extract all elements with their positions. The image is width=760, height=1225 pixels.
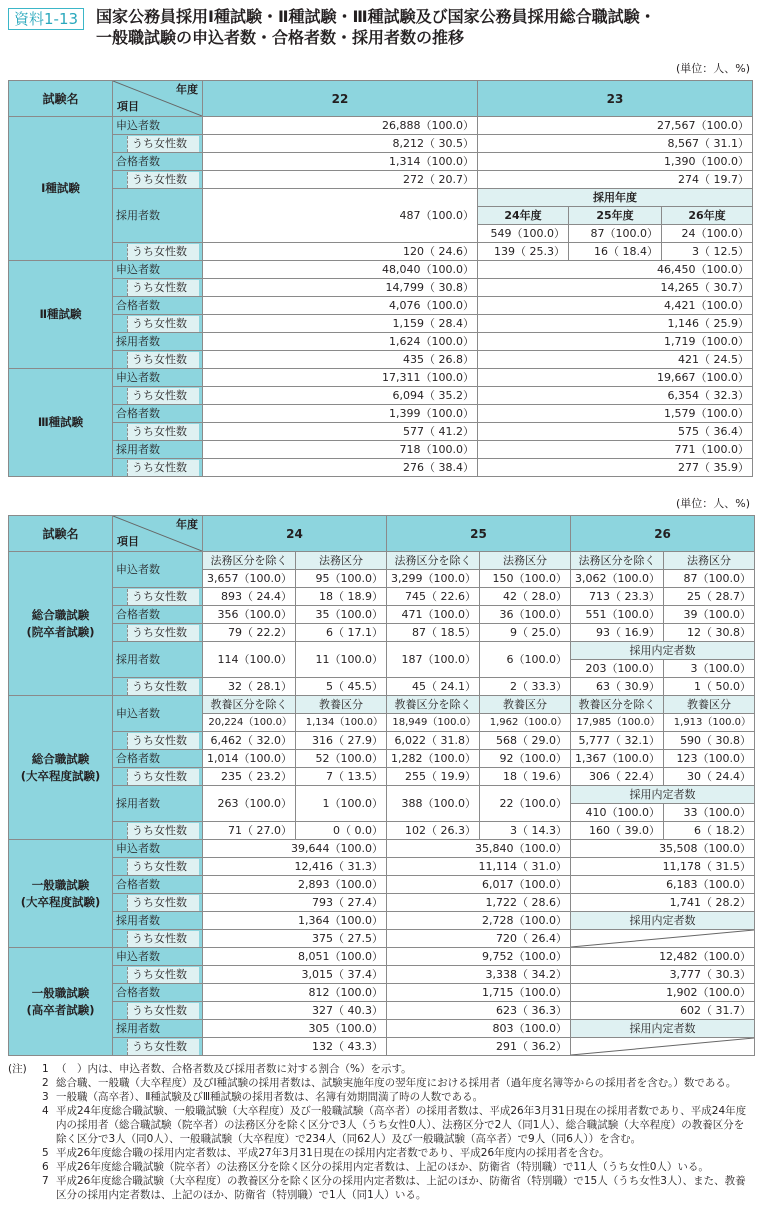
exam-name-ippan-ko: 一般職試験 (高卒者試験): [9, 948, 113, 1056]
unit-label: (単位：人、%): [675, 62, 750, 75]
document-title: 国家公務員採用Ⅰ種試験・Ⅱ種試験・Ⅲ種試験及び国家公務員採用総合職試験・ 一般職試験の申込者数・合格者数・採用者数の推移: [96, 7, 656, 47]
exam-name-sogo-dai: 総合職試験 (大卒程度試験): [9, 696, 113, 840]
header-diagonal: 年度 項目: [113, 81, 203, 117]
diagonal-line-icon: [571, 1038, 754, 1055]
header-year-23: 23: [478, 81, 753, 117]
table-heisei-22-23: 試験名 年度 項目 22 23 Ⅰ種試験 申込者数 26,888（100.0） 27,567（100.0） うち女性数 8,212（ 30.5） 8,567（ 31.1） 合格者数 1,314（100.0） 1,390（100.0） うち女性数 272（ 20.7） 274（ 19.7） 採用者数 487（100.0） 採用年度 24年度 25年度 26年度 549（100.0） 87（100.0） 24（100.0） うち女性数 120（ 24.6） 139（ 25.3） 16（ 18.4） 3（ 12.5） Ⅱ種試験 申込者数 48,040（100.0） 46,450（100.0） うち女性数 14,799（ 30.8） 14,265（ 30.7） 合格者数 4,076（100.0） 4,421（100.0） うち女性数 1,159（ 28.4） 1,146（ 25.9） 採用者数 1,624（100.0） 1,719（100.0） うち女性数 435（ 26.8） 421（ 24.5） Ⅲ種試験 申込者数 17,311（100.0） 19,667（100.0） うち女性数 6,094（ 35.2） 6,354（ 32.3） 合格者数 1,399（100.0） 1,579（100.0） うち女性数 577（ 41.2） 575（ 36.4） 採用者数 718（100.0） 771（100.0） うち女性数 276（ 38.4） 277（ 35.9）: [8, 80, 753, 477]
figure-badge: 資料1-13: [8, 8, 84, 30]
unit-label-2: (単位：人、%): [675, 497, 750, 510]
document-header: [8, 6, 752, 48]
exam-name-1: Ⅰ種試験: [9, 117, 113, 261]
table-heisei-24-26: 試験名 年度 項目 24 25 26 総合職試験 (院卒者試験) 申込者数 法務区分を除く 法務区分 法務区分を除く 法務区分 法務区分を除く 法務区分 3,657（100.0） 95（100.0） 3,299（100.0） 150（100.0） 3,062（100.0） 87（100.0） うち女性数 893（ 24.4） 18（ 18.9） 745（ 22.6） 42（ 28.0） 713（ 23.3） 25（ 28.7） 合格者数 356（100.0） 35（100.0） 471（100.0） 36（100.0） 551（100.0） 39（100.0） うち女性数 79（ 22.2） 6（ 17.1） 87（ 18.5） 9（ 25.0） 93（ 16.9） 12（ 30.8） 採用者数 114（100.0） 11（100.0） 187（100.0） 6（100.0） 採用内定者数 203（100.0） 3（100.0） うち女性数 32（ 28.1） 5（ 45.5） 45（ 24.1） 2（ 33.3） 63（ 30.9） 1（ 50.0） 総合職試験 (大卒程度試験) 申込者数 教養区分を除く 教養区分 教養区分を除く 教養区分 教養区分を除く 教養区分 20,224（100.0） 1,134（100.0） 18,949（100.0） 1,962（100.0） 17,985（100.0） 1,913（100.0） うち女性数 6,462（ 32.0） 316（ 27.9） 6,022（ 31.8） 568（ 29.0） 5,777（ 32.1） 590（ 30.8） 合格者数 1,014（100.0） 52（100.0） 1,282（100.0） 92（100.0） 1,367（100.0） 123（100.0） うち女性数 235（ 23.2） 7（ 13.5） 255（ 19.9） 18（ 19.6） 306（ 22.4） 30（ 24.4） 採用者数 263（100.0） 1（100.0） 388（100.0） 22（100.0） 採用内定者数 410（100.0） 33（100.0） うち女性数 71（ 27.0） 0（ 0.0） 102（ 26.3） 3（ 14.3） 160（ 39.0） 6（ 18.2） 一般職試験 (大卒程度試験) 申込者数 39,644（100.0） 35,840（100.0） 35,508（100.0） うち女性数 12,416（ 31.3） 11,114（ 31.0） 11,178（ 31.5） 合格者数 2,893（100.0） 6,017（100.0） 6,183（100.0） うち女性数 793（ 27.4） 1,722（ 28.6） 1,741（ 28.2） 採用者数 1,364（100.0） 2,728（100.0） 採用内定者数 うち女性数 375（ 27.5） 720（ 26.4） 一般職試験 (高卒者試験) 申込者数 8,051（100.0） 9,752（100.0） 12,482（100.0） うち女性数 3,015（ 37.4） 3,338（ 34.2） 3,777（ 30.3） 合格者数 812（100.0） 1,715（100.0） 1,902（100.0） うち女性数 327（ 40.3） 623（ 36.3） 602（ 31.7） 採用者数 305（100.0） 803（100.0） 採用内定者数 うち女性数 132（ 43.3） 291（ 36.2）: [8, 515, 755, 1056]
header-exam-name: 試験名: [9, 81, 113, 117]
exam-name-2: Ⅱ種試験: [9, 261, 113, 369]
hire-year-header: 採用年度: [478, 189, 753, 207]
offers-header: 採用内定者数: [571, 642, 755, 660]
header-year-22: 22: [203, 81, 478, 117]
exam-name-sogo-in: 総合職試験 (院卒者試験): [9, 552, 113, 696]
exam-name-3: Ⅲ種試験: [9, 369, 113, 477]
diagonal-line-icon: [571, 930, 754, 947]
empty-cell-slash: [571, 930, 755, 948]
footnotes: (注) 1 （ ）内は、申込者数、合格者数及び採用者数に対する割合（%）を示す。 2 総合職、一般職（大卒程度）及びⅠ種試験の採用者数は、試験実施年度の翌年度における採用者（過年度名簿等からの採用者を含む。）数である。 3 一般職（高卒者）、Ⅱ種試験及びⅢ種試験の採用者数は、名簿有効期間満了時の人数である。 4 平成24年度総合職試験、一般職試験（大卒程度）及び一般職試験（高卒者）の採用者数は、平成26年3月31日現在の採用者数であり、平成24年度内の採用者（総合職試験（院卒者）の法務区分を除く区分で3人（うち女性0人）、法務区分で2人（同1人）、総合職試験（大卒程度）の教養区分を除く区分で3人（同0人）、一般職試験（大卒程度）で234人（同62人）及び一般職試験（高卒者）で9人（同6人））を含む。 5 平成26年度総合職の採用内定者数は、平成27年3月31日現在の採用内定者数であり、平成26年度内の採用者を含む。 6 平成26年度総合職試験（院卒者）の法務区分を除く区分の採用内定者数は、上記のほか、防衛省（特別職）で11人（うち女性0人）いる。 7 平成26年度総合職試験（大卒程度）の教養区分を除く区分の採用内定者数は、上記のほか、防衛省（特別職）で15人（うち女性3人）、また、教養区分の採用内定者数は、上記のほか、防衛省（特別職）で1人（同1人）いる。: [8, 1063, 747, 1201]
empty-cell-slash: [571, 1038, 755, 1056]
exam-name-ippan-dai: 一般職試験 (大卒程度試験): [9, 840, 113, 948]
